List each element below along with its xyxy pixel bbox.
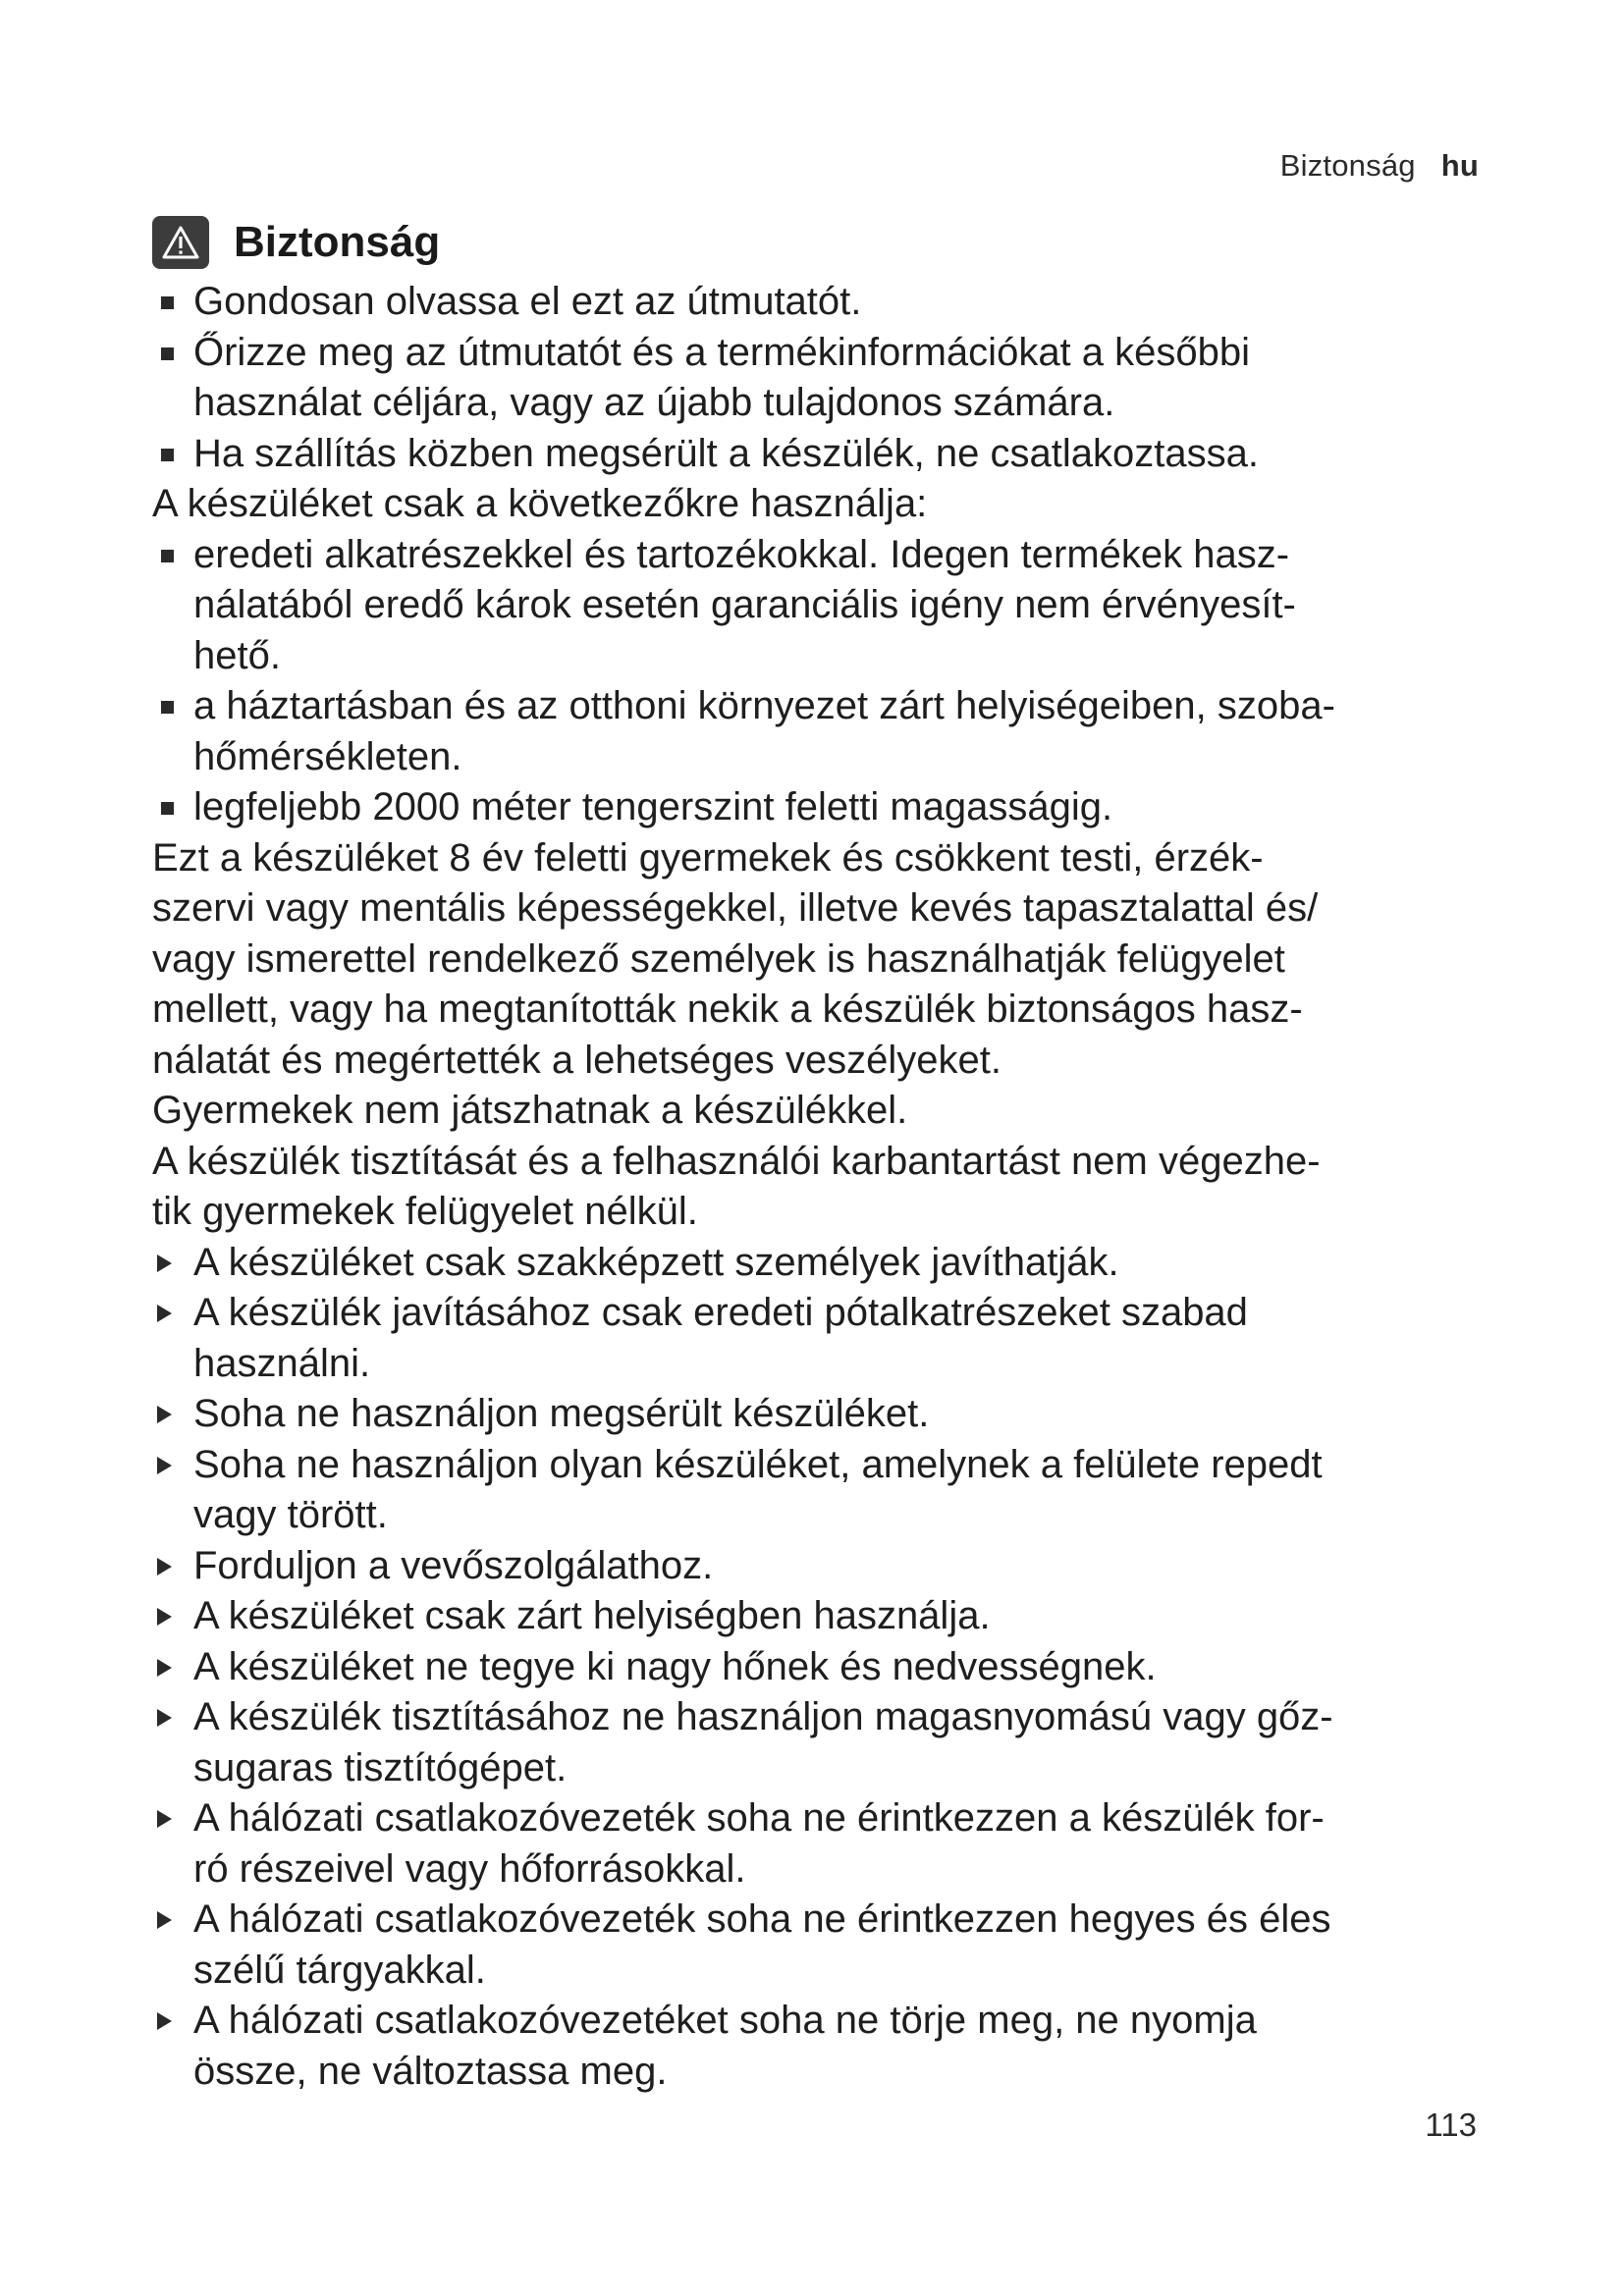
safety-content xyxy=(152,214,1527,2097)
action-item: A készülék javításához csak eredeti pótalkatrészeket szabad használni. xyxy=(152,1288,1527,1389)
action-item: A készülék tisztításához ne használjon magasnyomású vagy gőz- sugaras tisztítógépet. xyxy=(152,1692,1527,1793)
action-item: Soha ne használjon olyan készüléket, amelynek a felülete repedt vagy törött. xyxy=(152,1440,1527,1541)
list-item: Őrizze meg az útmutatót és a termékinformációkat a későbbi használat céljára, vagy az újabb tulajdonos számára. xyxy=(152,328,1527,429)
list-item: legfeljebb 2000 méter tengerszint feletti magasságig. xyxy=(152,782,1527,833)
action-item: Soha ne használjon megsérült készüléket. xyxy=(152,1389,1527,1440)
action-item: Forduljon a vevőszolgálathoz. xyxy=(152,1541,1527,1592)
paragraph: Gyermekek nem játszhatnak a készülékkel. xyxy=(152,1089,908,1132)
list-item: Gondosan olvassa el ezt az útmutatót. xyxy=(152,277,1527,328)
action-item: A készüléket csak szakképzett személyek javíthatják. xyxy=(152,1238,1527,1289)
page-number: 113 xyxy=(1425,2107,1477,2143)
action-item: A készüléket ne tegye ki nagy hőnek és nedvességnek. xyxy=(152,1642,1527,1693)
action-item: A hálózati csatlakozóvezeték soha ne érintkezzen hegyes és éles szélű tárgyakkal. xyxy=(152,1895,1527,1996)
action-item: A készüléket csak zárt helyiségben használja. xyxy=(152,1591,1527,1642)
section-title: Biztonság xyxy=(234,218,441,267)
action-item: A hálózati csatlakozóvezetéket soha ne törje meg, ne nyomja össze, ne változtassa meg. xyxy=(152,1996,1527,2097)
list-item: eredeti alkatrészekkel és tartozékokkal. Idegen termékek hasz- nálatából eredő károk esetén garanciális igény nem érvényesít- hető. xyxy=(152,530,1527,682)
usage-intro: A készüléket csak a következőkre használja: xyxy=(152,482,928,525)
action-list xyxy=(152,1238,1527,2098)
action-item: A hálózati csatlakozóvezeték soha ne érintkezzen a készülék for- ró részeivel vagy hőforrásokkal. xyxy=(152,1793,1527,1895)
header-language: hu xyxy=(1440,148,1479,183)
warning-triangle-icon xyxy=(152,216,209,269)
list-item: a háztartásban és az otthoni környezet zárt helyiségeiben, szoba- hőmérsékleten. xyxy=(152,681,1527,782)
header-section: Biztonság xyxy=(1279,148,1416,183)
running-header xyxy=(1280,148,1479,184)
bullet-list-general xyxy=(152,277,1527,479)
section-heading xyxy=(152,214,1527,271)
paragraph: A készülék tisztítását és a felhasználói karbantartást nem végezhe- tik gyermekek felügyelet nélkül. xyxy=(152,1139,1321,1233)
bullet-list-usage xyxy=(152,530,1527,833)
list-item: Ha szállítás közben megsérült a készülék, ne csatlakoztassa. xyxy=(152,429,1527,480)
paragraph: Ezt a készüléket 8 év feletti gyermekek és csökkent testi, érzék- szervi vagy mentális képességekkel, illetve kevés tapasztalattal és/ vagy ismerettel rendelkező személyek is használhatják felügyelet mellett, vagy ha megtanították nekik a készülék biztonságos hasz- nálatát és megértették a lehetséges veszélyeket. xyxy=(152,835,1319,1082)
